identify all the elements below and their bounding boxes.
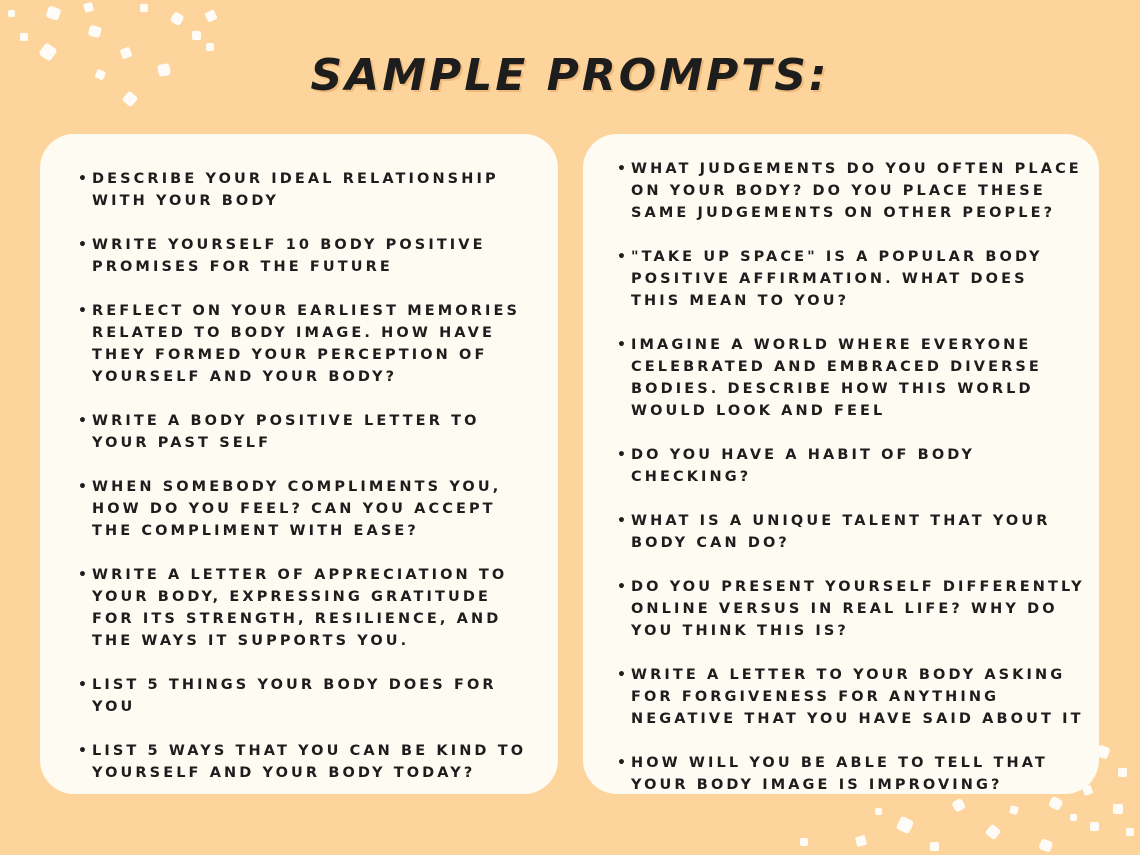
bullet-icon: • xyxy=(78,413,87,429)
bullet-icon: • xyxy=(617,755,626,771)
prompt-text: WRITE A BODY POSITIVE LETTER TO YOUR PAST SELF xyxy=(92,413,480,451)
bullet-icon: • xyxy=(617,337,626,353)
list-item xyxy=(78,410,538,454)
list-item xyxy=(617,752,1085,796)
page-title: SAMPLE PROMPTS: xyxy=(310,50,830,101)
list-item xyxy=(78,476,538,542)
list-item xyxy=(617,334,1085,422)
list-item xyxy=(78,300,538,388)
bullet-icon: • xyxy=(617,513,626,529)
list-item xyxy=(617,664,1085,730)
prompt-text: DESCRIBE YOUR IDEAL RELATIONSHIP WITH YOUR BODY xyxy=(92,171,499,209)
prompt-text: WHAT JUDGEMENTS DO YOU OFTEN PLACE ON YOUR BODY? DO YOU PLACE THESE SAME JUDGEMENTS ON OTHER PEOPLE? xyxy=(631,161,1082,221)
prompt-list-right xyxy=(617,158,1085,796)
prompt-list-left xyxy=(78,168,538,784)
bullet-icon: • xyxy=(617,249,626,265)
bullet-icon: • xyxy=(78,479,87,495)
list-item xyxy=(617,158,1085,224)
prompt-text: WRITE A LETTER OF APPRECIATION TO YOUR BODY, EXPRESSING GRATITUDE FOR ITS STRENGTH, RESILIENCE, AND THE WAYS IT SUPPORTS YOU. xyxy=(92,567,508,649)
prompt-text: WRITE YOURSELF 10 BODY POSITIVE PROMISES FOR THE FUTURE xyxy=(92,237,486,275)
prompts-card-left xyxy=(40,134,558,794)
list-item xyxy=(617,510,1085,554)
prompt-text: DO YOU PRESENT YOURSELF DIFFERENTLY ONLINE VERSUS IN REAL LIFE? WHY DO YOU THINK THIS IS? xyxy=(631,579,1085,639)
prompt-text: HOW WILL YOU BE ABLE TO TELL THAT YOUR BODY IMAGE IS IMPROVING? xyxy=(631,755,1048,793)
list-item xyxy=(78,234,538,278)
prompt-text: DO YOU HAVE A HABIT OF BODY CHECKING? xyxy=(631,447,975,485)
bullet-icon: • xyxy=(617,447,626,463)
prompts-card-right xyxy=(583,134,1099,794)
prompt-text: IMAGINE A WORLD WHERE EVERYONE CELEBRATED AND EMBRACED DIVERSE BODIES. DESCRIBE HOW THIS WORLD WOULD LOOK AND FEEL xyxy=(631,337,1042,419)
prompt-text: REFLECT ON YOUR EARLIEST MEMORIES RELATED TO BODY IMAGE. HOW HAVE THEY FORMED YOUR PERCEPTION OF YOURSELF AND YOUR BODY? xyxy=(92,303,521,385)
bullet-icon: • xyxy=(617,579,626,595)
list-item xyxy=(78,740,538,784)
list-item xyxy=(78,564,538,652)
prompt-text: "TAKE UP SPACE" IS A POPULAR BODY POSITIVE AFFIRMATION. WHAT DOES THIS MEAN TO YOU? xyxy=(631,249,1043,309)
bullet-icon: • xyxy=(78,171,87,187)
bullet-icon: • xyxy=(78,303,87,319)
list-item xyxy=(78,168,538,212)
list-item xyxy=(617,246,1085,312)
bullet-icon: • xyxy=(617,667,626,683)
list-item xyxy=(617,444,1085,488)
list-item xyxy=(617,576,1085,642)
bullet-icon: • xyxy=(78,237,87,253)
list-item xyxy=(78,674,538,718)
bullet-icon: • xyxy=(78,567,87,583)
bullet-icon: • xyxy=(617,161,626,177)
prompt-text: WHAT IS A UNIQUE TALENT THAT YOUR BODY CAN DO? xyxy=(631,513,1051,551)
prompt-text: LIST 5 WAYS THAT YOU CAN BE KIND TO YOURSELF AND YOUR BODY TODAY? xyxy=(92,743,527,781)
prompt-text: LIST 5 THINGS YOUR BODY DOES FOR YOU xyxy=(92,677,497,715)
bullet-icon: • xyxy=(78,743,87,759)
prompt-text: WHEN SOMEBODY COMPLIMENTS YOU, HOW DO YOU FEEL? CAN YOU ACCEPT THE COMPLIMENT WITH EASE? xyxy=(92,479,502,539)
prompt-text: WRITE A LETTER TO YOUR BODY ASKING FOR FORGIVENESS FOR ANYTHING NEGATIVE THAT YOU HAVE SAID ABOUT IT xyxy=(631,667,1084,727)
bullet-icon: • xyxy=(78,677,87,693)
